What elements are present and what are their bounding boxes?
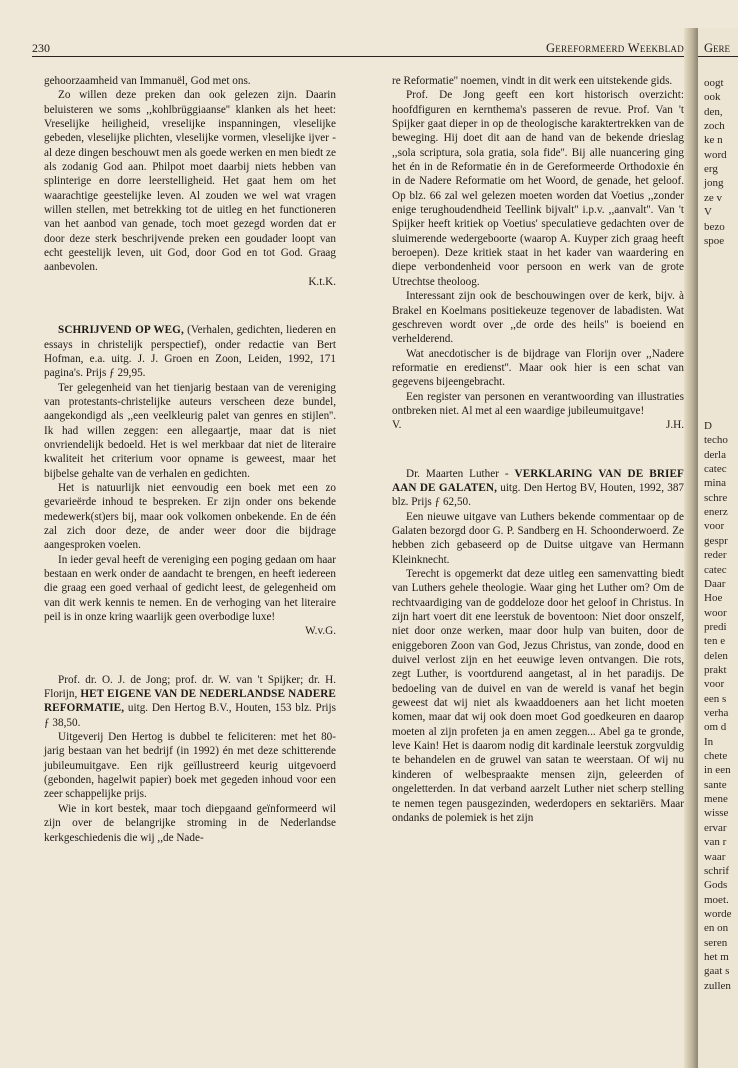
facing-page-line: seren [704, 936, 728, 949]
facing-page-line: ke n [704, 134, 723, 147]
facing-page-line: zoch [704, 120, 725, 133]
facing-page-line: voor [704, 678, 725, 691]
book-title: SCHRIJVEND OP WEG, [58, 324, 184, 337]
book-details: uitg. Den Hertog B.V., Houten, 153 blz. Prijs ƒ 38,50. [44, 702, 336, 729]
book-entry [392, 467, 684, 510]
facing-page-line: derla [704, 448, 726, 461]
facing-page-line: ook [704, 91, 721, 104]
paragraph: Ter gelegenheid van het tienjarig bestaan van de vereniging van protestants-christelijke auteurs verscheen deze bundel, aangekondigd als ,,een veelkleurig palet van genres en stijlen''. Ik had willen zeggen: een allegaartje, maar dat is niet onvriendelijk bedoeld. Het is wel merkbaar dat niet de literaire kwaliteit het criterium voor opname is geweest, maar het bijbelse gehalte van de verhalen en gedichten. [44, 381, 336, 480]
reviewer-initials-right: J.H. [665, 419, 684, 432]
book-details: (Verhalen, gedichten, liederen en essays in christelijk perspectief), onder redactie van Bert Hofman, e.a. uitg. J. J. Groen en Zoon, Leiden, 1992, 171 pagina's. Prijs ƒ 29,95. [44, 324, 336, 380]
book-authors: Dr. Maarten Luther - [406, 467, 515, 480]
facing-page-line: ze v [704, 191, 723, 204]
binding-gutter [684, 28, 698, 1068]
paragraph: Wat anecdotischer is de bijdrage van Florijn over ,,Nadere reformatie en eredienst''. Maar ook hier is een schat van gegevens bijeengebracht. [392, 347, 684, 389]
signature-line [392, 418, 684, 432]
paragraph: Wie in kort bestek, maar toch diepgaand geïnformeerd wil zijn over de belangrijke stroming in de Nederlandse kerkgeschiedenis die wij ,,de Nade- [44, 802, 336, 844]
facing-page-line: catec [704, 563, 727, 576]
facing-page-line: Gods [704, 879, 728, 892]
facing-page-line: enerz [704, 506, 728, 519]
left-column [44, 74, 336, 845]
paragraph: gehoorzaamheid van Immanuël, God met ons. [44, 75, 251, 87]
book-title: HET EIGENE VAN DE NEDERLANDSE NADERE REFORMATIE, [44, 688, 336, 715]
page-header [32, 40, 684, 57]
facing-page-line: gespr [704, 534, 728, 547]
book-details: uitg. Den Hertog BV, Houten, 1992, 387 blz. Prijs ƒ 62,50. [392, 481, 685, 509]
page-number: 230 [32, 41, 50, 55]
paragraph: Zo willen deze preken dan ook gelezen zijn. Daarin beluisteren we soms ,,kohlbrüggiaanse'' klanken als het heet: Vreselijke heiligheid, vreselijke inspanningen, vleselijke gebeden, vleselijke plichten, vleselijke vormen, vleselijke ijver - al deze dingen beschouwt men als goede werken en men biedt ze als zodanig God aan. Philpot moet daarbij niets hebben van splinterige en dorre leerstelligheid. Het gaat hem om het waarachtige geestelijke leven. Al zouden we wel wat vragen willen stellen, met betrekking tot de uitleg en het functioneren van het aanbod van genade, toch moet gezegd worden dat er door deze sterk beschrijvende preken een goudader loopt van echt geestelijk leven, uit God, door God en tot God. Graag aanbevolen. [44, 89, 336, 274]
book-authors: Prof. dr. O. J. de Jong; prof. dr. W. van 't Spijker; dr. H. Florijn, [44, 673, 336, 701]
paragraph: Een nieuwe uitgave van Luthers bekende commentaar op de Galaten bezorgd door G. P. Sandberg en H. Schoonderwoerd. Ze hebben zich gebaseerd op de Duitse uitgave van Hermann Kleinknecht. [392, 510, 684, 566]
facing-page-line: prakt [704, 663, 727, 676]
facing-page-line: jong [704, 177, 724, 190]
paragraph: In ieder geval heeft de vereniging een poging gedaan om haar bestaan en werk onder de aandacht te brengen, en heeft iedereen die graag een goed verhaal of gedicht leest, de gelegenheid om van dit werk kennis te nemen. En de verhoging van het literaire peil is in onze kring waarlijk geen overbodige luxe! [44, 553, 336, 624]
facing-page-line: om d [704, 721, 727, 734]
facing-page-line: V [704, 206, 712, 219]
paragraph: re Reformatie'' noemen, vindt in dit werk een uitstekende gids. [392, 75, 673, 87]
facing-page-line: mina [704, 477, 726, 490]
facing-page-line: schrif [704, 864, 730, 877]
facing-page-line: worde [704, 907, 732, 920]
reviewer-initials-left: V. [392, 419, 402, 432]
facing-page-line: in een [704, 764, 731, 777]
journal-title: Gereformeerd Weekblad [545, 41, 684, 55]
facing-page-line: Daar [704, 577, 726, 590]
facing-page-line: spoe [704, 234, 725, 247]
book-entry [44, 323, 336, 380]
facing-page-line: van r [704, 836, 727, 849]
paragraph: Terecht is opgemerkt dat deze uitleg een samenvatting biedt van Luthers gehele theologie. Waar ging het Luther om? Om de rechtvaardiging van de goddeloze door het geloof in Christus. In zijn hart voert dit ene leerstuk de boventoon: Niet door onszelf, niet door onze werken, maar door hulp van buiten, door de eniggeboren Zoon van God, Jezus Christus, van zonde, dood en duivel verlost zijn en het eeuwige leven ontvangen. Die rots, zegt Luther, is voortdurend aangetast, al in het paradijs. De bedoeling van de duivel en van de wereld is vanaf het begin geweest dat wij niet als kwaaddoeners aan het licht moeten komen, maar dat wij ook doen moet God goedkeuren en daarop moeten al zijn profeten ja en amen zeggen... Abel ga te gronde, leve Kain! Het is daarom nodig dit kardinale leerstuk zorgvuldig te behandelen en de gruwel van satan te weerstaan. Of wij nu kinderen of welbespraakte mensen zijn, geleerden of ongeletterden. In dat verband aarzelt Luther niet scherp stelling te nemen tegen pausgezinden, wederdopers en sektariërs. Maar ondanks de polemiek is het zijn [392, 568, 684, 824]
paragraph: Interessant zijn ook de beschouwingen over de kerk, bijv. à Brakel en Koelmans positiekeuze tegenover de labadisten. Wat geschreven wordt over ,,de orde des heils'' is boeiend en verhelderend. [392, 290, 684, 346]
facing-page-line: ten e [704, 635, 726, 648]
facing-page-line: voor [704, 520, 725, 533]
facing-page-line: een s [704, 692, 727, 705]
book-entry [44, 673, 336, 730]
facing-page-line: woor [704, 606, 727, 619]
paragraph: Een register van personen en verantwoording van illustraties ontbreken niet. Al met al een waardige jubileumuitgave! [392, 390, 684, 417]
facing-page-line: het m [704, 950, 729, 963]
facing-page-line: In [704, 735, 714, 748]
facing-page-line: wisse [704, 807, 729, 820]
facing-page-line: oogt [704, 77, 724, 89]
facing-page-line: techo [704, 434, 728, 447]
facing-page-line: moet. [704, 893, 729, 906]
facing-page-line: schre [704, 491, 728, 504]
facing-page-line: erg [704, 163, 718, 176]
facing-page-line: catec [704, 463, 727, 476]
reviewer-initials: W.v.G. [305, 625, 336, 638]
facing-page-line: Hoe [704, 592, 723, 605]
reviewer-initials: K.t.K. [308, 275, 336, 288]
facing-page-line: reder [704, 549, 727, 562]
facing-page-rule [698, 56, 738, 57]
facing-page-line: den, [704, 105, 723, 118]
facing-page-line: sante [704, 778, 727, 791]
facing-page-line: word [704, 148, 727, 161]
facing-page-line: gaat s [704, 965, 730, 978]
paragraph: Uitgeverij Den Hertog is dubbel te feliciteren: met het 80-jarig bestaan van het bedrijf (in 1992) én met deze schitterende jubileumuitgave. Een rijk geïllustreerd keurig uitgevoerd (gebonden, hagelwit papier) boek met gegeden inhoud voor een zeer schappelijke prijs. [44, 731, 336, 801]
facing-page-line: ervar [704, 821, 727, 834]
facing-page-line: en on [704, 922, 729, 935]
facing-page-line: chete [704, 750, 728, 763]
facing-page-line: mene [704, 793, 728, 806]
right-column [392, 74, 684, 825]
facing-page-line: D [704, 420, 712, 432]
facing-page-line: waar [704, 850, 726, 863]
facing-page-line: verha [704, 707, 729, 719]
facing-page-line: zullen [704, 979, 731, 992]
book-title: VERKLARING VAN DE BRIEF AAN DE GALATEN, [392, 467, 684, 494]
paragraph: Prof. De Jong geeft een kort historisch overzicht: hoofdfiguren en kernthema's passeren de revue. Prof. Van 't Spijker gaat dieper in op de theologische karaktertrekken van de beweging. Hij doet dit aan de hand van de bekende drieslag ,,sola scriptura, sola gratia, sola fide''. Bij alle nuancering ging het én in de Reformatie én in de Gereformeerde Orthodoxie én in de Nadere Reformatie om het Woord, de genade, het geloof. Op blz. 66 zal wel gelezen moeten worden dat Voetius ,,zonder enige terughoudendheid Teellink bijvalt'' i.p.v. ,,aanvalt''. Van 't Spijker heeft kritiek op Voetius' speculatieve gedachten over de sluimerende wedergeboorte (waarop A. Kuyper zich graag heeft beroepen). Deze kritiek staat in het kader van waardering en diepe verbondenheid voor persoon en werk van de grote Utrechtse theoloog. [392, 89, 684, 288]
facing-page-line: predi [704, 620, 727, 633]
facing-page-line: delen [704, 649, 728, 662]
facing-page-header: Gere [704, 41, 731, 55]
paragraph: Het is natuurlijk niet eenvoudig een boek met een zo gevarieërde inhoud te bespreken. Er zijn onder ons bekende medewerk(st)ers bij, maar ook volkomen onbekende. En de één zal zich door deze, de ander weer door die bijdrage aangesproken voelen. [44, 481, 336, 552]
facing-page-line: bezo [704, 220, 725, 233]
